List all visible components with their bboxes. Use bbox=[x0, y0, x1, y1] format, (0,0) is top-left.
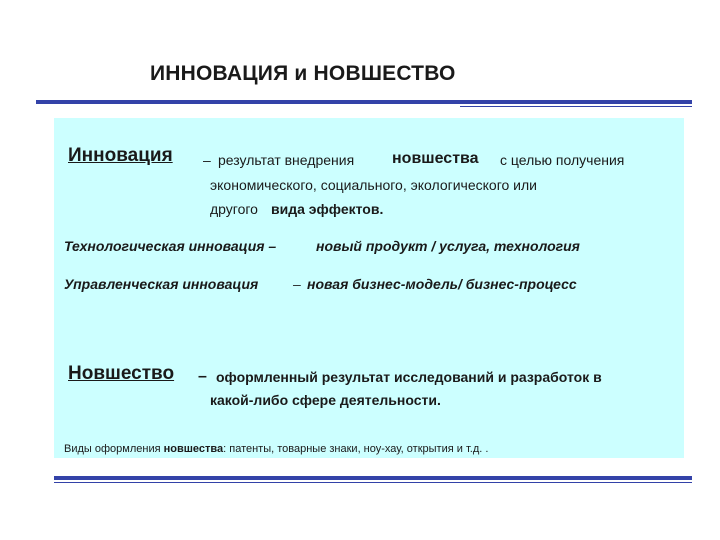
novelty-line1: оформленный результат исследований и разработок в bbox=[216, 369, 602, 385]
tech-innovation-label: Технологическая инновация – bbox=[64, 238, 277, 254]
note-suffix: : патенты, товарные знаки, ноу-хау, открытия и т.д. . bbox=[223, 443, 489, 455]
novelty-forms-note bbox=[64, 443, 488, 455]
innovation-line3-b: вида эффектов. bbox=[271, 201, 384, 217]
innovation-line1-a: результат внедрения bbox=[218, 152, 355, 168]
innovation-dash: – bbox=[203, 152, 211, 168]
innovation-line2: экономического, социального, экологического или bbox=[210, 177, 537, 193]
note-prefix: Виды оформления bbox=[64, 443, 161, 455]
managerial-innovation-dash: – bbox=[293, 276, 301, 292]
bottom-rule-thick bbox=[54, 476, 692, 480]
innovation-term: Инновация bbox=[68, 145, 173, 166]
top-rule-thick bbox=[36, 100, 692, 104]
tech-innovation-text: новый продукт / услуга, технология bbox=[316, 238, 580, 254]
managerial-innovation-label: Управленческая инновация bbox=[64, 276, 259, 292]
slide-title: ИННОВАЦИЯ и НОВШЕСТВО bbox=[150, 62, 456, 85]
innovation-line1-novelty: новшества bbox=[392, 150, 479, 167]
novelty-line2: какой-либо сфере деятельности. bbox=[210, 392, 441, 408]
novelty-dash: – bbox=[198, 368, 207, 385]
managerial-innovation-text: новая бизнес-модель/ бизнес-процесс bbox=[307, 276, 577, 292]
bottom-rule-thin bbox=[54, 482, 692, 483]
innovation-line3-a: другого bbox=[210, 201, 258, 217]
novelty-term: Новшество bbox=[68, 363, 175, 384]
top-rule-thin bbox=[460, 106, 692, 107]
note-bold: новшества bbox=[163, 443, 224, 455]
innovation-line1-c: с целью получения bbox=[500, 152, 625, 168]
